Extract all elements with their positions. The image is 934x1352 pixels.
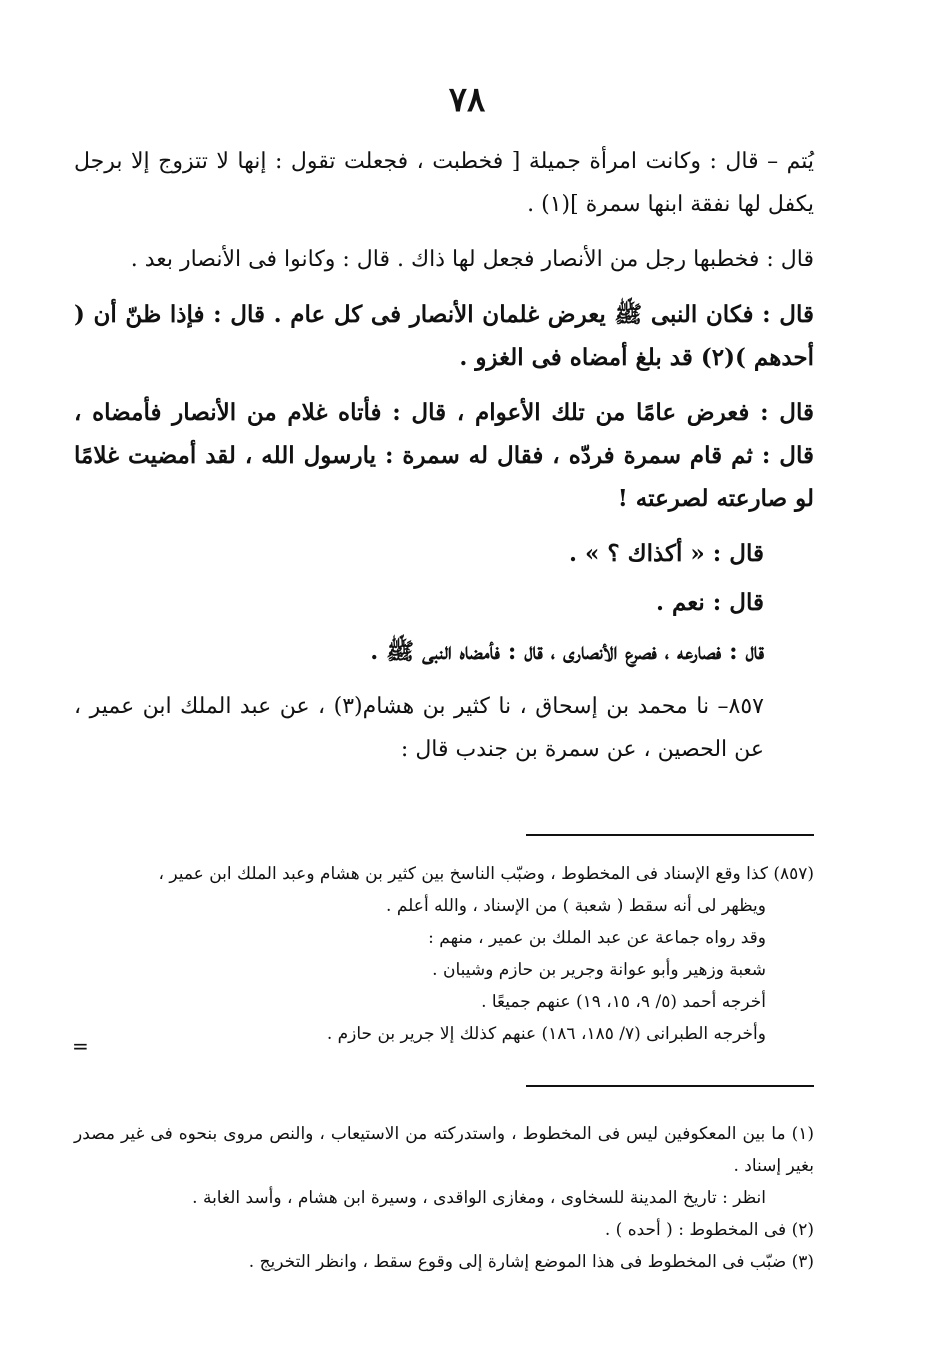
- footnote: انظر : تاريخ المدينة للسخاوى ، ومغازى الواقدى ، وسيرة ابن هشام ، وأسد الغابة .: [192, 1188, 766, 1208]
- footnote: (١) ما بين المعكوفين ليس فى المخطوط ، واستدركته من الاستيعاب ، والنص مروى بنحوه فى غير مصدر بغير إسناد .: [74, 1124, 814, 1176]
- page-number: ٧٨: [448, 80, 486, 120]
- footnote: (٣) ضبّب فى المخطوط فى هذا الموضع إشارة إلى وقوع سقط ، وانظر التخريج .: [248, 1252, 814, 1272]
- continuation-mark: =: [72, 1034, 89, 1058]
- note-line: أخرجه أحمد (٥/ ٩، ١٥، ١٩) عنهم جميعًا .: [481, 992, 766, 1012]
- note-line: وقد رواه جماعة عن عبد الملك بن عمير ، منهم :: [428, 928, 766, 948]
- note-line: ويظهر لى أنه سقط ( شعبة ) من الإسناد ، والله أعلم .: [386, 896, 766, 916]
- paragraph: يُتم – قال : وكانت امرأة جميلة [ فخطبت ، فجعلت تقول : إنها لا تتزوج إلا برجل يكفل لها نفقة ابنها سمرة ](١) .: [74, 149, 814, 217]
- divider: [526, 834, 814, 836]
- hadith-isnad: ٨٥٧– نا محمد بن إسحاق ، نا كثير بن هشام(٣) ، عن عبد الملك ابن عمير ، عن الحصين ، عن سمرة بن جندب قال :: [74, 694, 764, 762]
- divider: [526, 1085, 814, 1087]
- main-text: [74, 140, 814, 783]
- footnote: (٢) فى المخطوط : ( أحده ) .: [604, 1220, 814, 1240]
- paragraph: قال : « أكذاك ؟ » .: [569, 540, 764, 567]
- note-line: شعبة وزهير وأبو عوانة وجرير بن حازم وشيبان .: [432, 960, 766, 980]
- paragraph: قال : فخطبها رجل من الأنصار فجعل لها ذاك . قال : وكانوا فى الأنصار بعد .: [130, 247, 814, 272]
- paragraph: قال : فعرض عامًا من تلك الأعوام ، قال : فأتاه غلام من الأنصار فأمضاه ، قال : ثم قام سمرة فردّه ، فقال له سمرة : يارسول الله ، لقد أمضيت غلامًا لو صارعته لصرعته !: [74, 399, 814, 512]
- paragraph: قال : فكان النبى ﷺ يعرض غلمان الأنصار فى كل عام . قال : فإذا ظنّ أن ( أحدهم )(٢) قد بلغ أمضاه فى الغزو .: [74, 301, 814, 371]
- footnotes: [74, 1118, 814, 1278]
- note-line: وأخرجه الطبرانى (٧/ ١٨٥، ١٨٦) عنهم كذلك إلا جرير بن حازم .: [326, 1024, 766, 1044]
- paragraph: قال : نعم .: [655, 589, 764, 616]
- note-line: (٨٥٧) كذا وقع الإسناد فى المخطوط ، وضبّب الناسخ بين كثير بن هشام وعبد الملك ابن عمير ،: [158, 864, 814, 884]
- hadith-notes: [74, 858, 814, 1050]
- paragraph: قال : فصارعه ، فصرع الأنصارى ، قال : فأمضاه النبى ﷺ .: [370, 638, 764, 665]
